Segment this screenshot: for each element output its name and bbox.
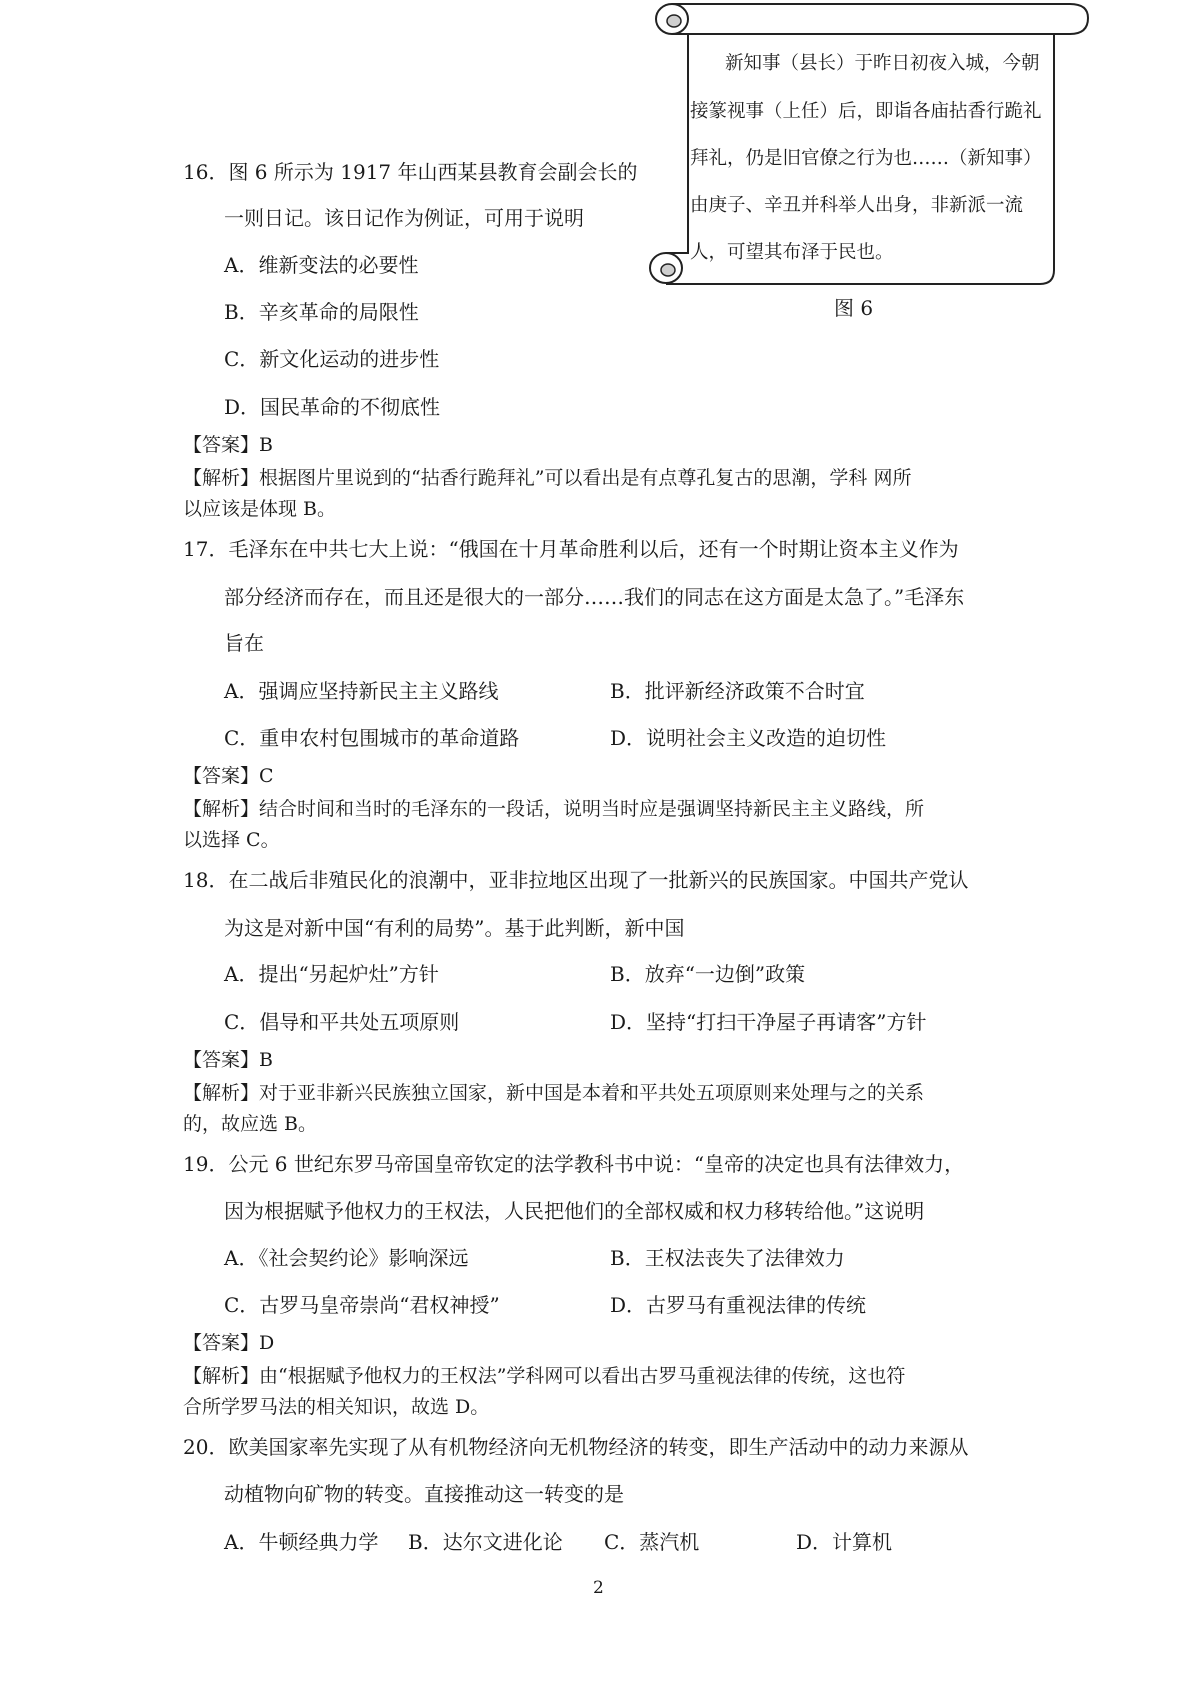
q16-option-d: D．国民革命的不彻底性 xyxy=(224,395,441,419)
q16-option-a: A．维新变法的必要性 xyxy=(224,253,419,277)
q19-analysis-2: 合所学罗马法的相关知识，故选 D。 xyxy=(183,1396,490,1418)
q19-option-b: B．王权法丧失了法律效力 xyxy=(610,1246,845,1270)
q20-stem-1: 20．欧美国家率先实现了从有机物经济向无机物经济的转变，即生产活动中的动力来源从 xyxy=(183,1435,969,1459)
scroll-line-1: 新知事（县长）于昨日初夜入城，今朝 xyxy=(725,53,1040,74)
q17-analysis-2: 以选择 C。 xyxy=(183,829,280,851)
q16-stem-2: 一则日记。该日记作为例证，可用于说明 xyxy=(224,206,584,230)
q18-option-a: A．提出“另起炉灶”方针 xyxy=(224,962,439,986)
q18-stem-1: 18．在二战后非殖民化的浪潮中，亚非拉地区出现了一批新兴的民族国家。中国共产党认 xyxy=(183,868,969,892)
q18-option-c: C．倡导和平共处五项原则 xyxy=(224,1010,460,1034)
q16-analysis-2: 以应该是体现 B。 xyxy=(183,498,337,520)
q20-stem-2: 动植物向矿物的转变。直接推动这一转变的是 xyxy=(224,1482,624,1506)
q19-answer: 【答案】D xyxy=(183,1332,275,1354)
q16-stem-1: 16．图 6 所示为 1917 年山西某县教育会副会长的 xyxy=(183,160,638,184)
q20-option-c: C．蒸汽机 xyxy=(604,1530,700,1554)
q17-analysis-1: 【解析】结合时间和当时的毛泽东的一段话，说明当时应是强调坚持新民主主义路线，所 xyxy=(183,798,925,820)
scroll-line-3: 拜礼，仍是旧官僚之行为也……（新知事） xyxy=(690,148,1042,169)
q19-option-a: A．《社会契约论》影响深远 xyxy=(224,1246,469,1270)
q18-option-b: B．放弃“一边倒”政策 xyxy=(610,962,806,986)
scroll-line-2: 接篆视事（上任）后，即诣各庙拈香行跪礼 xyxy=(690,101,1042,122)
q20-option-a: A．牛顿经典力学 xyxy=(224,1530,379,1554)
q16-option-b: B．辛亥革命的局限性 xyxy=(224,300,419,324)
q16-analysis-1: 【解析】根据图片里说到的“拈香行跪拜礼”可以看出是有点尊孔复古的思潮，学科 网所 xyxy=(183,467,912,489)
q18-option-d: D．坚持“打扫干净屋子再请客”方针 xyxy=(610,1010,927,1034)
q18-answer: 【答案】B xyxy=(183,1049,273,1071)
q19-stem-1: 19．公元 6 世纪东罗马帝国皇帝钦定的法学教科书中说：“皇帝的决定也具有法律效力， xyxy=(183,1152,965,1176)
q17-option-d: D．说明社会主义改造的迫切性 xyxy=(610,726,887,750)
q17-stem-1: 17．毛泽东在中共七大上说：“俄国在十月革命胜利以后，还有一个时期让资本主义作为 xyxy=(183,537,959,561)
scroll-line-4: 由庚子、辛丑并科举人出身，非新派一流 xyxy=(690,195,1024,216)
scroll-line-5: 人，可望其布泽于民也。 xyxy=(690,242,894,263)
q16-option-c: C．新文化运动的进步性 xyxy=(224,347,440,371)
figure-caption: 图 6 xyxy=(834,296,874,320)
q17-option-a: A．强调应坚持新民主主义路线 xyxy=(224,679,499,703)
q17-option-c: C．重申农村包围城市的革命道路 xyxy=(224,726,520,750)
q18-analysis-1: 【解析】对于亚非新兴民族独立国家，新中国是本着和平共处五项原则来处理与之的关系 xyxy=(183,1082,925,1104)
q19-analysis-1: 【解析】由“根据赋予他权力的王权法”学科网可以看出古罗马重视法律的传统，这也符 xyxy=(183,1365,906,1387)
q17-answer: 【答案】C xyxy=(183,765,274,787)
q19-stem-2: 因为根据赋予他权力的王权法，人民把他们的全部权威和权力移转给他。”这说明 xyxy=(224,1199,925,1223)
page-number: 2 xyxy=(593,1578,604,1598)
q20-option-b: B．达尔文进化论 xyxy=(408,1530,563,1554)
q19-option-d: D．古罗马有重视法律的传统 xyxy=(610,1293,867,1317)
q18-stem-2: 为这是对新中国“有利的局势”。基于此判断，新中国 xyxy=(224,916,685,940)
q17-option-b: B．批评新经济政策不合时宜 xyxy=(610,679,865,703)
q17-stem-3: 旨在 xyxy=(224,631,264,655)
q19-option-c: C．古罗马皇帝崇尚“君权神授” xyxy=(224,1293,500,1317)
q16-answer: 【答案】B xyxy=(183,434,273,456)
q18-analysis-2: 的，故应选 B。 xyxy=(183,1113,318,1135)
q17-stem-2: 部分经济而存在，而且还是很大的一部分……我们的同志在这方面是太急了。”毛泽东 xyxy=(224,585,965,609)
q20-option-d: D．计算机 xyxy=(796,1530,893,1554)
